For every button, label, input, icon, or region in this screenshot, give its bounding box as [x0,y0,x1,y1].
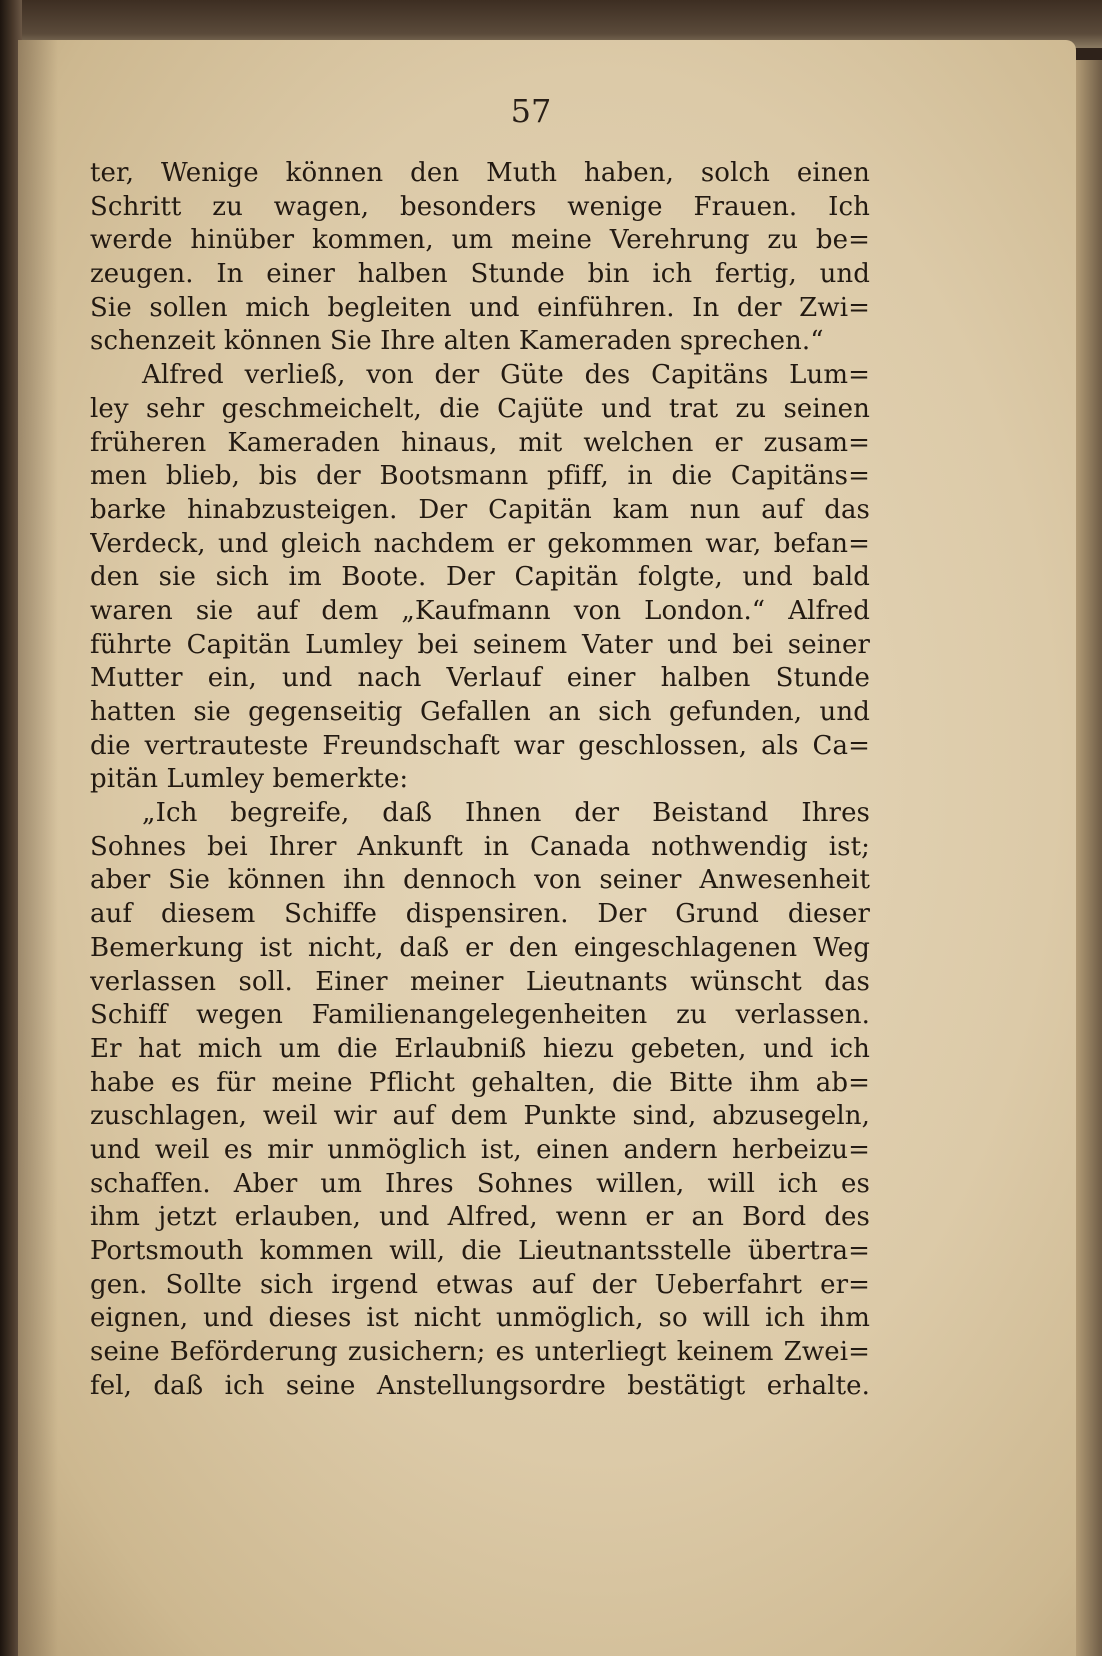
text-line-13: den sie sich im Boote. Der Capitän folgte, und bald [90,562,870,593]
text-line-14: waren sie auf dem „Kaufmann von London.“ Alfred [90,595,870,626]
text-line-28: habe es für meine Pflicht gehalten, die Bitte ihm ab= [90,1067,870,1098]
text-line-11: barke hinabzusteigen. Der Capitän kam nun auf das [90,494,870,525]
text-line-7: Alfred verließ, von der Güte des Capitäns Lum= [142,360,870,391]
page-number: 57 [510,92,552,130]
text-line-25: verlassen soll. Einer meiner Lieutnants wünscht das [90,966,870,997]
text-line-29: zuschlagen, weil wir auf dem Punkte sind, abzusegeln, [90,1101,870,1132]
text-line-35: eignen, und dieses ist nicht unmöglich, so will ich ihm [90,1303,870,1334]
page-right-edge [1076,60,1102,1656]
text-line-4: zeugen. In einer halben Stunde bin ich fertig, und [90,259,870,290]
text-line-12: Verdeck, und gleich nachdem er gekommen war, befan= [90,528,870,559]
text-line-32: ihm jetzt erlauben, und Alfred, wenn er an Bord des [90,1202,870,1233]
text-line-9: früheren Kameraden hinaus, mit welchen er zusam= [90,427,870,458]
text-line-34: gen. Sollte sich irgend etwas auf der Ueberfahrt er= [90,1269,870,1300]
text-line-30: und weil es mir unmöglich ist, einen andern herbeizu= [90,1134,870,1165]
text-line-23: auf diesem Schiffe dispensiren. Der Grund dieser [90,899,870,930]
text-line-17: hatten sie gegenseitig Gefallen an sich gefunden, und [90,697,870,727]
text-line-3: werde hinüber kommen, um meine Verehrung zu be= [90,225,870,256]
text-line-36: seine Beförderung zusichern; es unterliegt keinem Zwei= [90,1337,870,1368]
text-line-20: „Ich begreife, daß Ihnen der Beistand Ihres [142,798,870,829]
text-line-10: men blieb, bis der Bootsmann pfiff, in die Capitäns= [90,461,870,492]
text-line-22: aber Sie können ihn dennoch von seiner Anwesenheit [90,865,870,896]
text-line-16: Mutter ein, und nach Verlauf einer halben Stunde [90,663,870,694]
text-line-31: schaffen. Aber um Ihres Sohnes willen, will ich es [90,1168,870,1199]
text-line-1: ter, Wenige können den Muth haben, solch einen [90,158,870,188]
text-line-33: Portsmouth kommen will, die Lieutnantsstelle übertra= [90,1236,870,1266]
text-line-21: Sohnes bei Ihrer Ankunft in Canada nothwendig ist; [90,831,870,862]
text-line-5: Sie sollen mich begleiten und einführen. In der Zwi= [90,292,870,323]
text-line-8: ley sehr geschmeichelt, die Cajüte und trat zu seinen [90,393,870,424]
text-line-26: Schiff wegen Familienangelegenheiten zu verlassen. [90,1000,870,1031]
text-line-37: fel, daß ich seine Anstellungsordre bestätigt erhalte. [90,1370,870,1401]
book-page [18,40,1076,1656]
page-text [90,157,870,1403]
text-line-24: Bemerkung ist nicht, daß er den eingeschlagenen Weg [90,932,870,963]
text-line-18: die vertrauteste Freundschaft war geschlossen, als Ca= [90,730,870,761]
text-line-19: pitän Lumley bemerkte: [90,764,409,795]
text-line-6: schenzeit können Sie Ihre alten Kameraden sprechen.“ [90,326,824,357]
text-line-27: Er hat mich um die Erlaubniß hiezu gebeten, und ich [90,1033,870,1064]
text-line-15: führte Capitän Lumley bei seinem Vater und bei seiner [90,629,870,660]
text-line-2: Schritt zu wagen, besonders wenige Frauen. Ich [90,191,870,222]
